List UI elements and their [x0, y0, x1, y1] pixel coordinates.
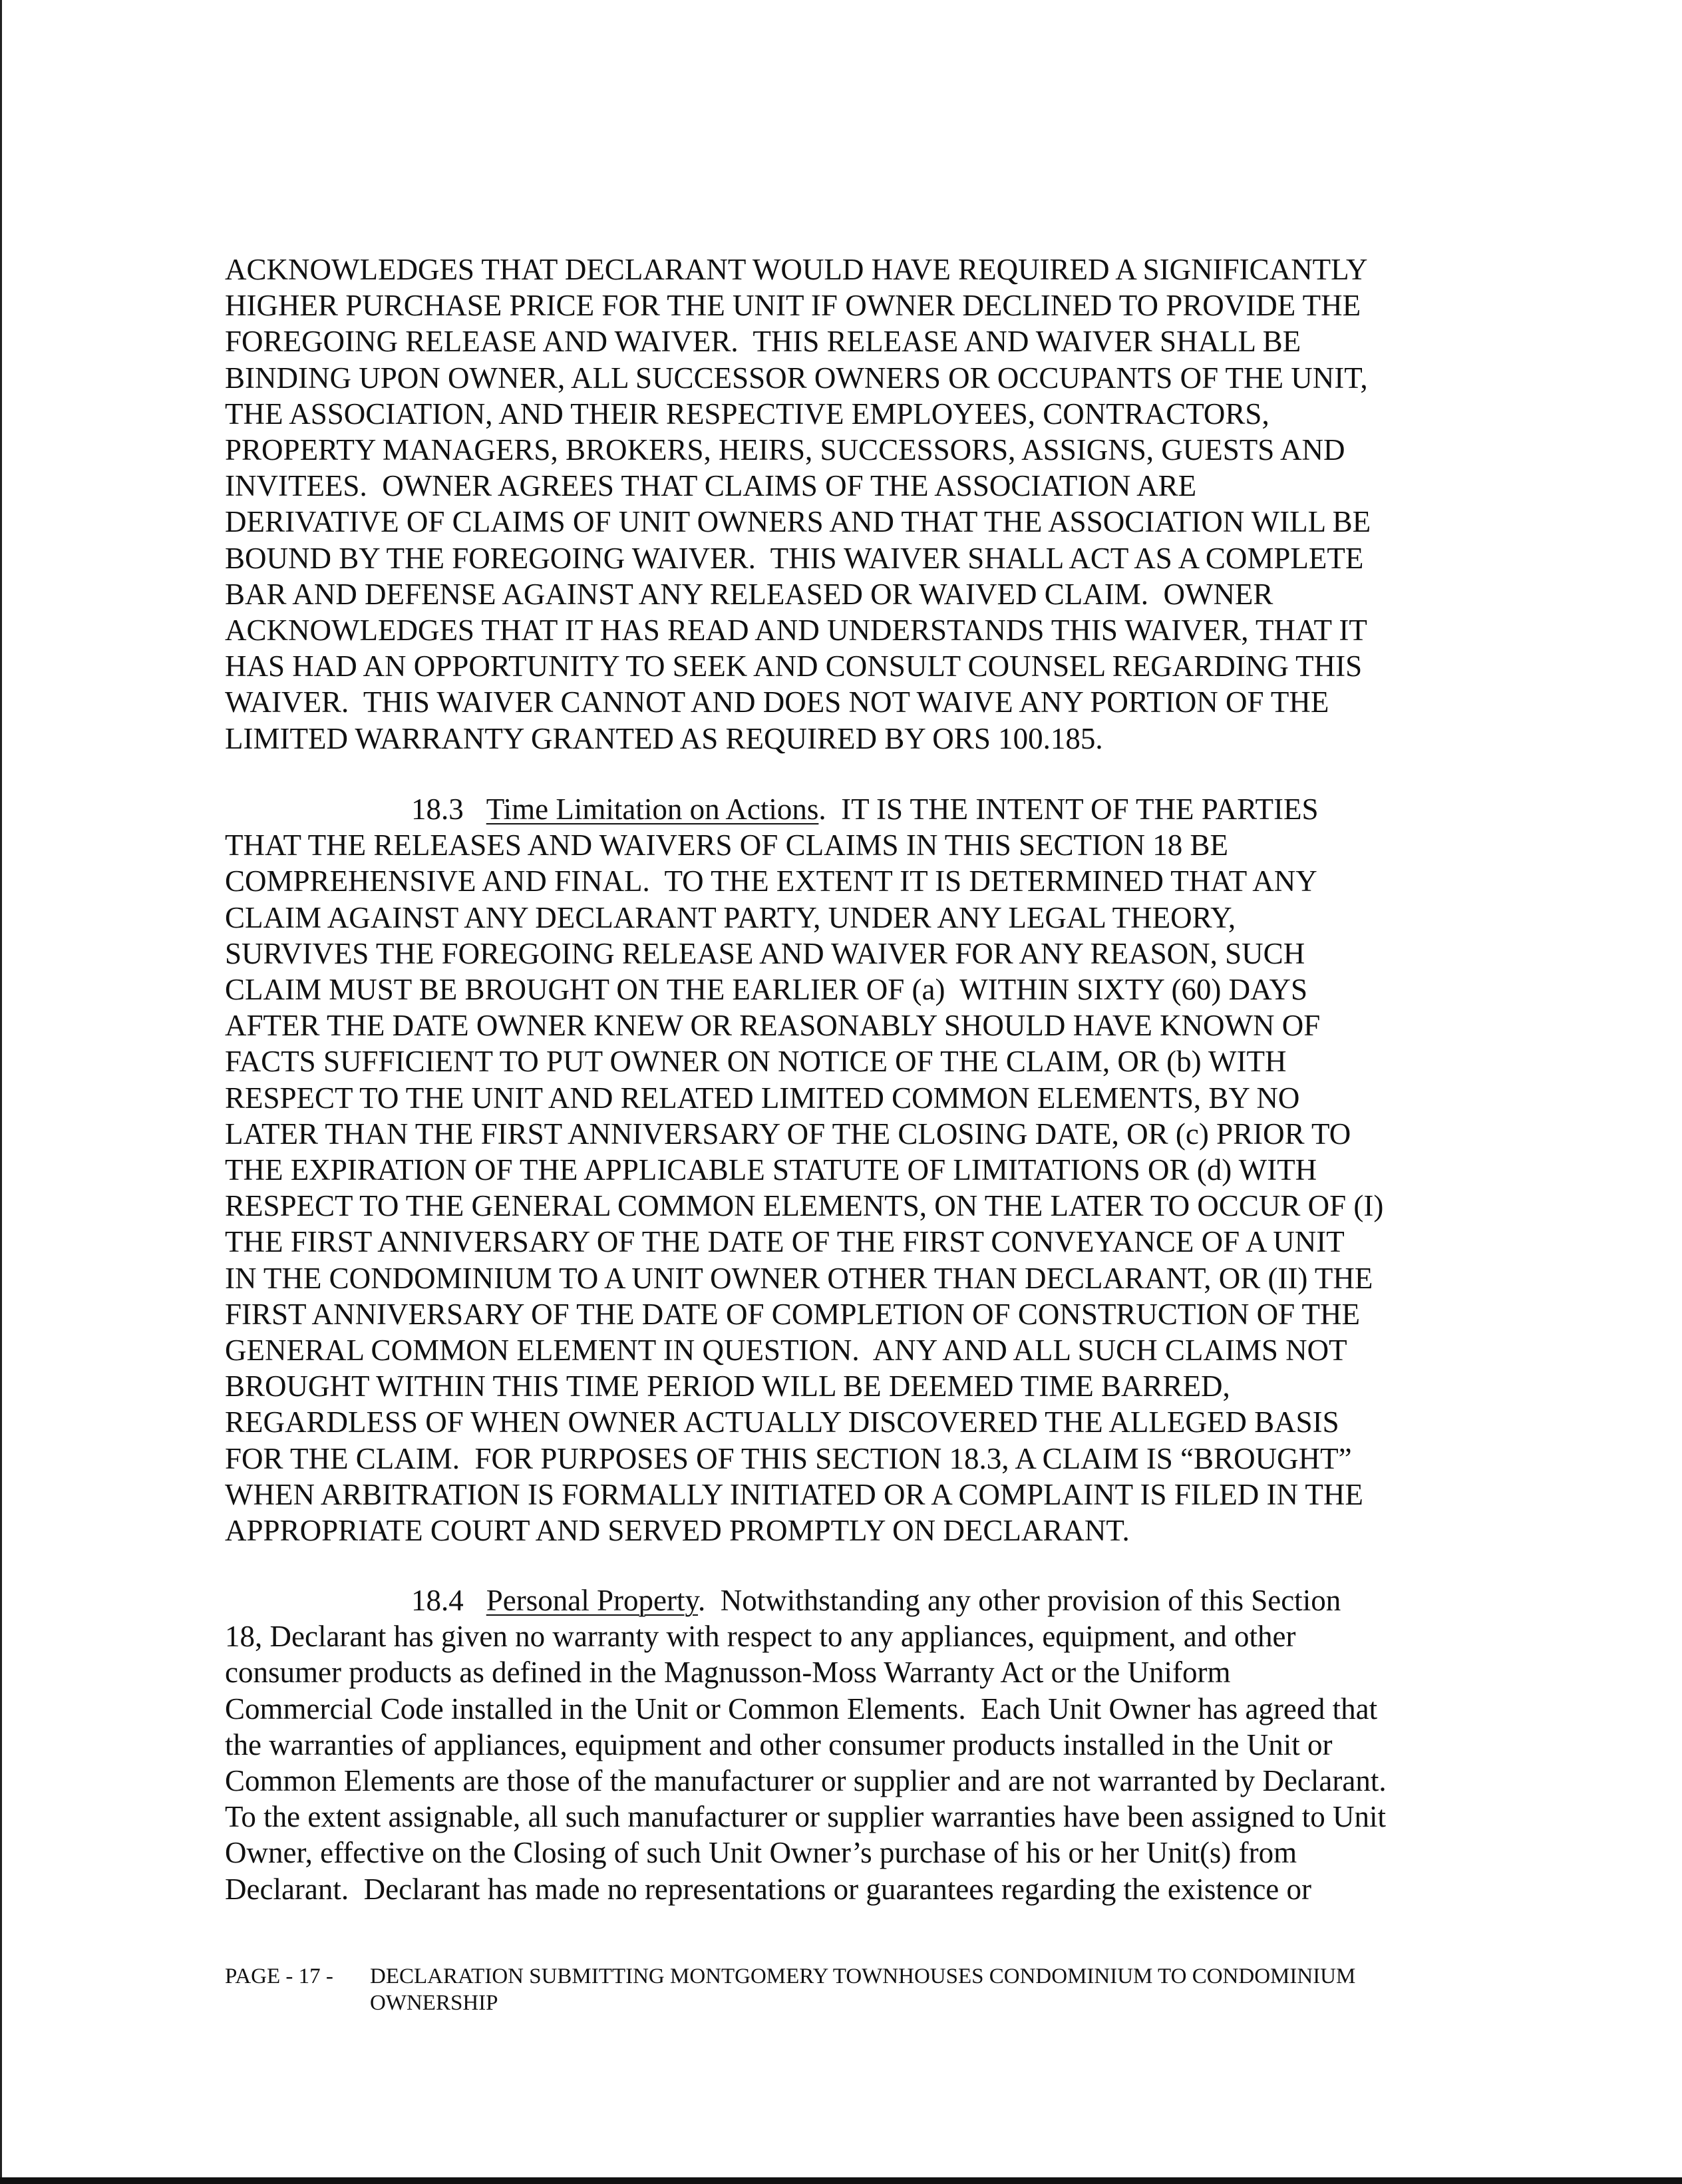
waiver-paragraph	[225, 252, 1436, 757]
text-line: RESPECT TO THE GENERAL COMMON ELEMENTS, ON THE LATER TO OCCUR OF (I)	[225, 1189, 1384, 1223]
text-line: CLAIM AGAINST ANY DECLARANT PARTY, UNDER ANY LEGAL THEORY,	[225, 900, 1236, 934]
text-line: 18, Declarant has given no warranty with respect to any appliances, equipment, and other	[225, 1620, 1296, 1654]
text-line: DERIVATIVE OF CLAIMS OF UNIT OWNERS AND THAT THE ASSOCIATION WILL BE	[225, 505, 1371, 539]
text-line: WHEN ARBITRATION IS FORMALLY INITIATED OR A COMPLAINT IS FILED IN THE	[225, 1477, 1363, 1511]
text-line: BAR AND DEFENSE AGAINST ANY RELEASED OR WAIVED CLAIM. OWNER	[225, 577, 1273, 611]
section-heading: Time Limitation on Actions	[486, 793, 819, 826]
section-18-4	[225, 1582, 1436, 1907]
section-number: 18.4	[411, 1584, 464, 1617]
section-heading: Personal Property	[486, 1584, 699, 1617]
text-line: THE EXPIRATION OF THE APPLICABLE STATUTE OF LIMITATIONS OR (d) WITH	[225, 1153, 1317, 1187]
text-line: LIMITED WARRANTY GRANTED AS REQUIRED BY ORS 100.185.	[225, 721, 1103, 755]
text-line: INVITEES. OWNER AGREES THAT CLAIMS OF THE ASSOCIATION ARE	[225, 469, 1197, 503]
text-line: Owner, effective on the Closing of such Unit Owner’s purchase of his or her Unit(s) from	[225, 1836, 1297, 1870]
text-line: COMPREHENSIVE AND FINAL. TO THE EXTENT IT IS DETERMINED THAT ANY	[225, 864, 1317, 898]
page-number: PAGE - 17 -	[225, 1964, 333, 1988]
document-title: DECLARATION SUBMITTING MONTGOMERY TOWNHOUSES CONDOMINIUM TO CONDOMINIUM	[370, 1964, 1356, 1988]
text-line: REGARDLESS OF WHEN OWNER ACTUALLY DISCOVERED THE ALLEGED BASIS	[225, 1405, 1339, 1439]
text-line: Declarant. Declarant has made no representations or guarantees regarding the existence or	[225, 1872, 1312, 1906]
text-line: THE ASSOCIATION, AND THEIR RESPECTIVE EMPLOYEES, CONTRACTORS,	[225, 397, 1269, 431]
text-line: To the extent assignable, all such manufacturer or supplier warranties have been assigned to Unit	[225, 1800, 1387, 1834]
document-title-continued: OWNERSHIP	[370, 1991, 498, 2015]
text-line: PROPERTY MANAGERS, BROKERS, HEIRS, SUCCESSORS, ASSIGNS, GUESTS AND	[225, 433, 1345, 467]
section-18-4-first-line	[225, 1582, 1436, 1618]
section-number: 18.3	[411, 793, 464, 826]
section-18-3-first-line	[225, 791, 1436, 827]
text-line: CLAIM MUST BE BROUGHT ON THE EARLIER OF (a) WITHIN SIXTY (60) DAYS	[225, 973, 1308, 1007]
text-line: Common Elements are those of the manufacturer or supplier and are not warranted by Declarant.	[225, 1764, 1387, 1798]
text-line: FOR THE CLAIM. FOR PURPOSES OF THIS SECTION 18.3, A CLAIM IS “BROUGHT”	[225, 1441, 1352, 1475]
text-line: THE FIRST ANNIVERSARY OF THE DATE OF THE FIRST CONVEYANCE OF A UNIT	[225, 1225, 1345, 1259]
scan-bottom-edge	[0, 2177, 1682, 2184]
text-line: FACTS SUFFICIENT TO PUT OWNER ON NOTICE OF THE CLAIM, OR (b) WITH	[225, 1045, 1287, 1079]
text-line: Commercial Code installed in the Unit or Common Elements. Each Unit Owner has agreed that	[225, 1692, 1378, 1726]
text-line: BROUGHT WITHIN THIS TIME PERIOD WILL BE DEEMED TIME BARRED,	[225, 1369, 1230, 1403]
text-line: SURVIVES THE FOREGOING RELEASE AND WAIVER FOR ANY REASON, SUCH	[225, 936, 1305, 970]
section-18-3	[225, 791, 1436, 1548]
text-line: APPROPRIATE COURT AND SERVED PROMPTLY ON DECLARANT.	[225, 1514, 1130, 1548]
text-line: GENERAL COMMON ELEMENT IN QUESTION. ANY AND ALL SUCH CLAIMS NOT	[225, 1334, 1347, 1367]
text-line: ACKNOWLEDGES THAT IT HAS READ AND UNDERSTANDS THIS WAIVER, THAT IT	[225, 614, 1367, 647]
text-line: WAIVER. THIS WAIVER CANNOT AND DOES NOT WAIVE ANY PORTION OF THE	[225, 685, 1329, 719]
text-line: HIGHER PURCHASE PRICE FOR THE UNIT IF OWNER DECLINED TO PROVIDE THE	[225, 289, 1361, 323]
text-line: THAT THE RELEASES AND WAIVERS OF CLAIMS IN THIS SECTION 18 BE	[225, 828, 1229, 862]
text-line: the warranties of appliances, equipment and other consumer products installed in the Unit or	[225, 1728, 1333, 1761]
text-line: BINDING UPON OWNER, ALL SUCCESSOR OWNERS OR OCCUPANTS OF THE UNIT,	[225, 361, 1368, 395]
section-first-line-text: . IT IS THE INTENT OF THE PARTIES	[818, 793, 1319, 826]
scan-left-edge	[0, 0, 2, 2184]
text-line: LATER THAN THE FIRST ANNIVERSARY OF THE CLOSING DATE, OR (c) PRIOR TO	[225, 1117, 1351, 1151]
text-line: BOUND BY THE FOREGOING WAIVER. THIS WAIVER SHALL ACT AS A COMPLETE	[225, 541, 1364, 575]
text-line: IN THE CONDOMINIUM TO A UNIT OWNER OTHER THAN DECLARANT, OR (II) THE	[225, 1261, 1373, 1295]
text-line: HAS HAD AN OPPORTUNITY TO SEEK AND CONSULT COUNSEL REGARDING THIS	[225, 649, 1363, 683]
section-first-line-text: . Notwithstanding any other provision of this Section	[698, 1584, 1341, 1617]
page-footer	[225, 1963, 1462, 2016]
text-line: AFTER THE DATE OWNER KNEW OR REASONABLY SHOULD HAVE KNOWN OF	[225, 1009, 1321, 1043]
text-line: RESPECT TO THE UNIT AND RELATED LIMITED COMMON ELEMENTS, BY NO	[225, 1081, 1300, 1115]
text-line: ACKNOWLEDGES THAT DECLARANT WOULD HAVE REQUIRED A SIGNIFICANTLY	[225, 253, 1368, 286]
text-line: FOREGOING RELEASE AND WAIVER. THIS RELEASE AND WAIVER SHALL BE	[225, 325, 1301, 359]
text-line: consumer products as defined in the Magnusson-Moss Warranty Act or the Uniform	[225, 1656, 1231, 1690]
text-line: FIRST ANNIVERSARY OF THE DATE OF COMPLETION OF CONSTRUCTION OF THE	[225, 1297, 1361, 1331]
